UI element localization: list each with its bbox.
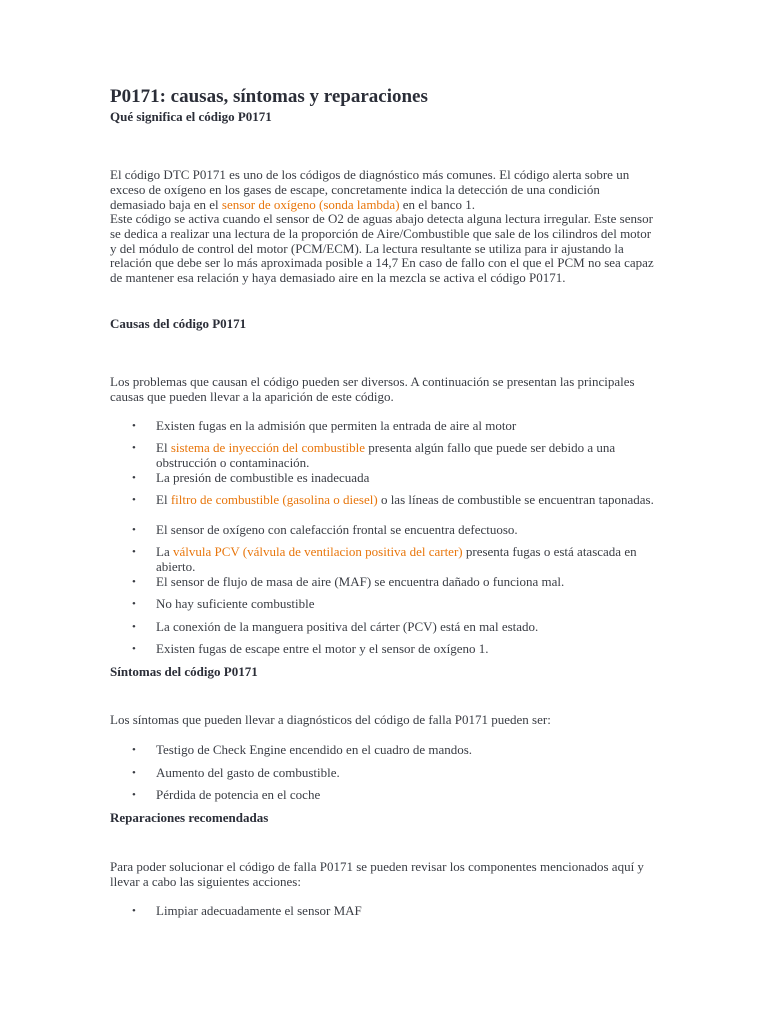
intro-text-pre: El código DTC P0171 es uno de los códigos de diagnóstico más comunes. El código alerta sobre un exceso de oxígeno en los gases de escape, concretamente indica la detección de una condición demasiado baja en el [110,167,630,212]
bullet-icon: • [132,598,136,610]
list-item-text: Existen fugas en la admisión que permiten la entrada de aire al motor [156,418,517,433]
list-item [110,597,658,612]
list-item-text: Testigo de Check Engine encendido en el cuadro de mandos. [156,742,473,757]
bullet-icon: • [132,767,136,779]
bullet-icon: • [132,494,136,506]
list-item [110,471,658,486]
bullet-icon: • [132,905,136,917]
list-item-text: La [156,544,173,559]
bullet-icon: • [132,420,136,432]
list-item-text: El sensor de flujo de masa de aire (MAF) se encuentra dañado o funciona mal. [156,574,565,589]
page-title: P0171: causas, síntomas y reparaciones [110,86,428,107]
list-item [110,523,658,538]
list-item [110,441,658,471]
list-item-text: Pérdida de potencia en el coche [156,787,321,802]
list-item [110,575,658,590]
list-item-link[interactable]: válvula PCV (válvula de ventilacion positiva del carter) [172,544,463,559]
list-item-link[interactable]: filtro de combustible (gasolina o diesel) [170,492,378,507]
list-item-text: No hay suficiente combustible [156,596,315,611]
list-item-text: Aumento del gasto de combustible. [156,765,340,780]
list-item-link[interactable]: sistema de inyección del combustible [170,440,366,455]
section-heading-repairs: Reparaciones recomendadas [110,810,269,825]
bullet-icon: • [132,546,136,558]
list-item [110,642,658,657]
list-item-text: El [156,492,171,507]
bullet-icon: • [132,524,136,536]
list-item-text-post: o las líneas de combustible se encuentran taponadas. [377,492,654,507]
list-item-text: El [156,440,171,455]
oxygen-sensor-link[interactable]: sensor de oxígeno (sonda lambda) [221,196,400,212]
list-item [110,419,658,434]
list-item [110,620,658,635]
bullet-icon: • [132,442,136,454]
symptoms-intro: Los síntomas que pueden llevar a diagnósticos del código de falla P0171 pueden ser: [110,712,551,727]
list-item-text: La presión de combustible es inadecuada [156,470,370,485]
list-item [110,904,658,919]
intro-paragraph [110,168,658,212]
section-heading-meaning: Qué significa el código P0171 [110,109,272,124]
bullet-icon: • [132,472,136,484]
list-item-text-post: presenta fugas o está atascada en abierto. [156,544,637,574]
intro-text-post: en el banco 1. [399,196,475,212]
section-heading-causes: Causas del código P0171 [110,316,247,331]
o2-sensor-paragraph: Este código se activa cuando el sensor de O2 de aguas abajo detecta alguna lectura irregular. Este sensor se dedica a realizar una lectura de la proporción de Aire/Combustible que sale de los cilindros del motor y del módulo de control del motor (PCM/ECM). La lectura resultante se utiliza para ir ajustando la relación que debe ser lo más aproximada posible a 14,7 En caso de fallo con el que el PCM no sea capaz de mantener esa relación y haya demasiado aire en la mezcla se activa el código P0171. [110,211,654,286]
bullet-icon: • [132,576,136,588]
list-item-text: Existen fugas de escape entre el motor y el sensor de oxígeno 1. [156,641,489,656]
list-item [110,766,658,781]
causes-intro: Los problemas que causan el código pueden ser diversos. A continuación se presentan las principales causas que pueden llevar a la aparición de este código. [110,374,635,404]
list-item-text-post: presenta algún fallo que puede ser debido a una obstrucción o contaminación. [156,440,616,470]
list-item-text: La conexión de la manguera positiva del cárter (PCV) está en mal estado. [156,619,539,634]
list-item [110,493,658,508]
list-item-text: Limpiar adecuadamente el sensor MAF [156,903,362,918]
bullet-icon: • [132,789,136,801]
list-item [110,743,658,758]
bullet-icon: • [132,621,136,633]
bullet-icon: • [132,643,136,655]
list-item-text: El sensor de oxígeno con calefacción frontal se encuentra defectuoso. [156,522,518,537]
list-item [110,788,658,803]
repairs-intro: Para poder solucionar el código de falla P0171 se pueden revisar los componentes mencionados aquí y llevar a cabo las siguientes acciones: [110,859,644,889]
list-item [110,545,658,575]
section-heading-symptoms: Síntomas del código P0171 [110,664,258,679]
bullet-icon: • [132,744,136,756]
